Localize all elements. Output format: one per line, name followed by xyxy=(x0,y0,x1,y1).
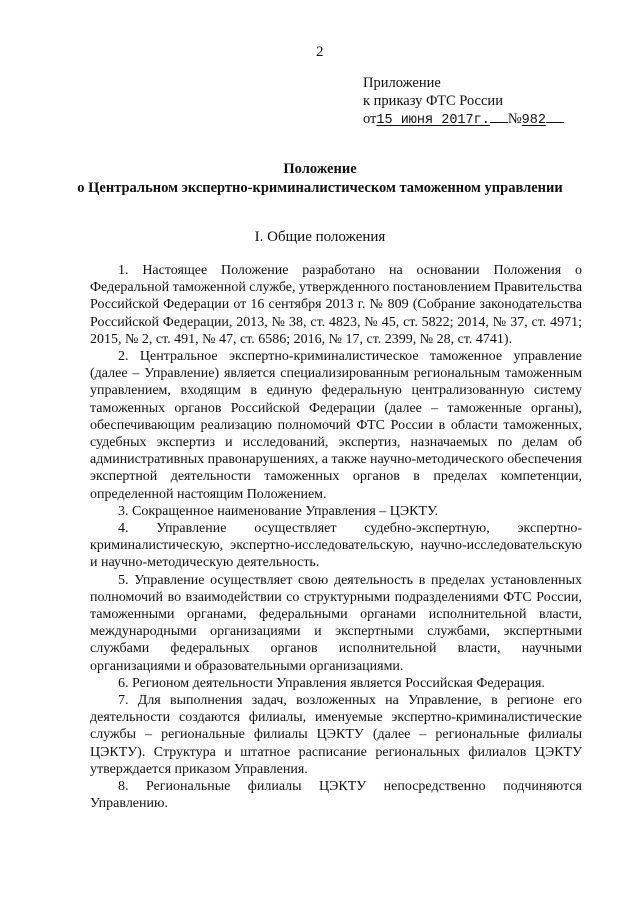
text-line: международными организациями и экспертными службами, экспертными xyxy=(90,624,582,640)
order-number: 982 xyxy=(521,113,546,128)
paragraph-8 xyxy=(90,778,582,812)
text-line: ЦЭКТУ). Структура и штатное расписание региональных филиалов ЦЭКТУ xyxy=(90,744,582,760)
text-line: и научно-методическую деятельность. xyxy=(90,555,320,571)
text-line: 3. Сокращенное наименование Управления – ЦЭКТУ. xyxy=(118,503,439,519)
paragraph-6 xyxy=(90,675,582,692)
text-line: 5. Управление осуществляет свою деятельность в пределах установленных xyxy=(118,572,582,588)
text-line: 4. Управление осуществляет судебно-экспертную, экспертно- xyxy=(118,521,582,537)
paragraph-7 xyxy=(90,692,582,778)
text-line: обеспечивающим реализацию полномочий ФТС России в области таможенных, xyxy=(90,417,582,433)
text-line: полномочий во взаимодействии со структурными подразделениями ФТС России, xyxy=(90,589,582,605)
text-line: 2. Центральное экспертно-криминалистическое таможенное управление xyxy=(118,349,582,365)
text-line: определенной настоящим Положением. xyxy=(90,486,327,502)
text-line: 2015, № 2, ст. 491, № 47, ст. 6586; 2016, № 17, ст. 2399, № 28, ст. 4741). xyxy=(90,331,513,347)
date-prefix: от xyxy=(363,111,377,127)
order-date: 15 июня 2017г. xyxy=(376,113,490,128)
appendix-date-line xyxy=(363,110,564,130)
paragraph-2 xyxy=(90,348,582,503)
appendix-order-reference: к приказу ФТС России xyxy=(363,93,503,109)
text-line: таможенными органами, федеральными органами исполнительной власти, xyxy=(90,607,582,623)
text-line: (далее – Управление) является специализированным региональным таможенным xyxy=(90,366,582,382)
title-line-1: Положение xyxy=(283,161,357,177)
text-line: административных правонарушениях, а также научно-методического обеспечения xyxy=(90,452,582,468)
text-line: 8. Региональные филиалы ЦЭКТУ непосредственно подчиняются xyxy=(118,779,582,795)
text-line: службы – региональные филиалы ЦЭКТУ (далее – региональные филиалы xyxy=(90,727,582,743)
paragraph-3 xyxy=(90,503,582,520)
text-line: деятельности создаются филиалы, именуемые экспертно-криминалистические xyxy=(90,710,582,726)
paragraph-1 xyxy=(90,262,582,348)
text-line: Управлению. xyxy=(90,796,168,812)
text-line: криминалистическую, экспертно-исследовательскую, научно-исследовательскую xyxy=(90,538,582,554)
paragraph-5 xyxy=(90,572,582,675)
document-body xyxy=(90,262,582,813)
text-line: управлением, входящим в единую федеральную централизованную систему xyxy=(90,383,582,399)
date-blank-line xyxy=(490,110,508,123)
text-line: экспертной деятельности таможенных органов в пределах компетенции, xyxy=(90,469,582,485)
appendix-label: Приложение xyxy=(363,75,441,91)
appendix-block xyxy=(363,74,564,130)
paragraph-4 xyxy=(90,520,582,572)
title-line-2: о Центральном экспертно-криминалистическом таможенном управлении xyxy=(77,180,563,196)
text-line: организациями и образовательными организациями. xyxy=(90,658,404,674)
text-line: 6. Регионом деятельности Управления является Российская Федерация. xyxy=(118,675,545,691)
text-line: Федеральной таможенной службе, утвержденного постановлением Правительства xyxy=(90,280,583,296)
number-prefix: № xyxy=(507,111,522,127)
text-line: 1. Настоящее Положение разработано на основании Положения о xyxy=(118,263,582,278)
text-line: 7. Для выполнения задач, возложенных на Управление, в регионе его xyxy=(118,693,582,709)
text-line: утверждается приказом Управления. xyxy=(90,761,308,777)
text-line: таможенных органов Российской Федерации (далее – таможенные органы), xyxy=(90,400,582,416)
section-heading: I. Общие положения xyxy=(254,229,386,245)
text-line: Российской Федерации от 16 сентября 2013 г. № 809 (Собрание законодательства xyxy=(90,297,582,313)
text-line: службами федеральных органов исполнительной власти, научными xyxy=(90,641,582,657)
document-title xyxy=(0,160,640,198)
number-blank-line xyxy=(546,110,564,123)
page-number: 2 xyxy=(316,44,324,60)
text-line: Российской Федерации, 2013, № 38, ст. 4823, № 45, ст. 5822; 2014, № 37, ст. 4971; xyxy=(90,314,582,330)
text-line: судебных экспертиз и исследований, экспертиз, назначаемых по делам об xyxy=(90,435,582,451)
